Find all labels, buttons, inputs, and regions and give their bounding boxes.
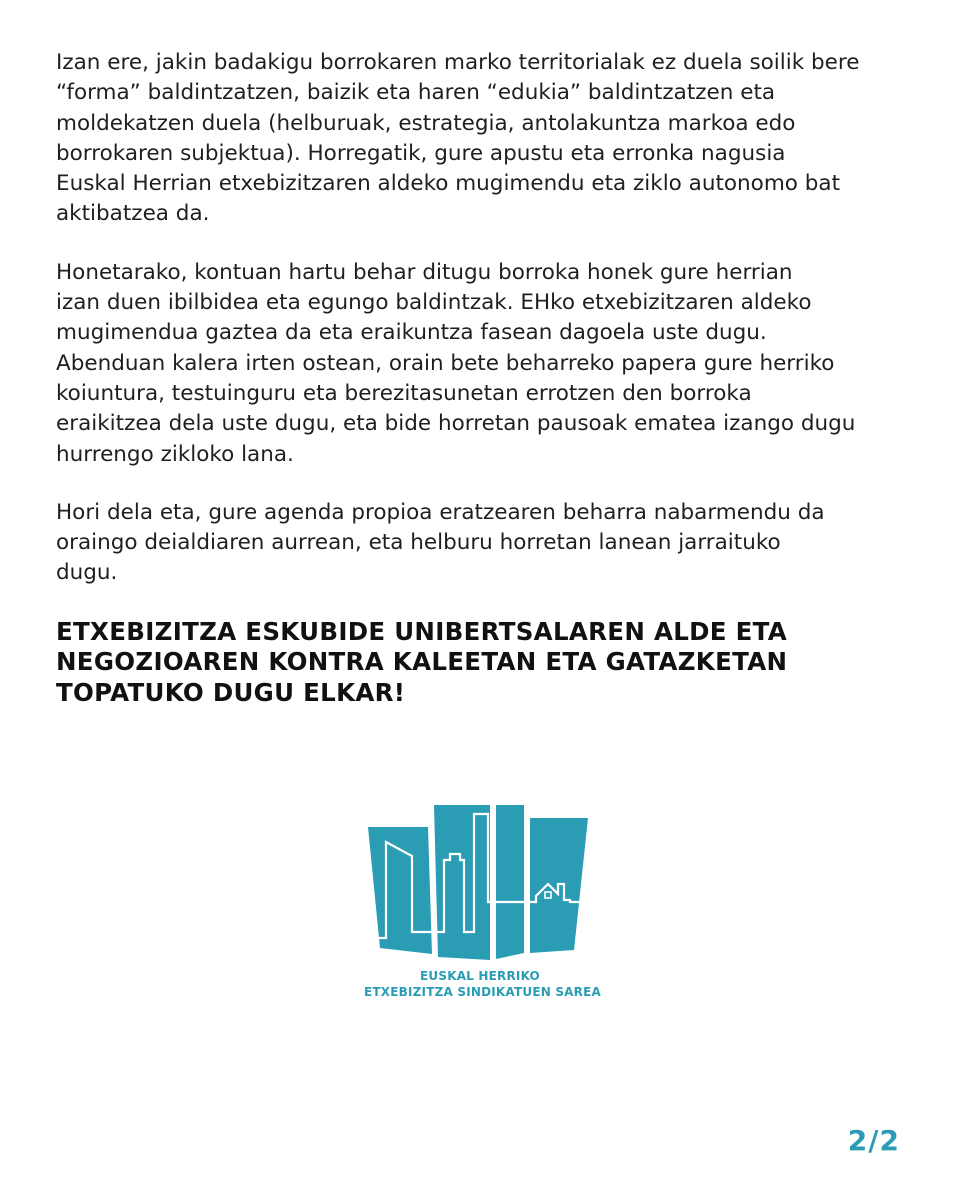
text-line: “forma” baldintzatzen, baizik eta haren “edukia” baldintzatzen eta: [56, 80, 776, 106]
text-line: borrokaren subjektua). Horregatik, gure apustu eta erronka nagusia: [56, 140, 786, 166]
logo-text: [364, 968, 601, 1000]
text-line: mugimendua gaztea da eta eraikuntza fasean dagoela uste dugu.: [56, 320, 767, 346]
text-line: eraikitzea dela uste dugu, eta bide horretan pausoak ematea izango dugu: [56, 411, 856, 437]
text-line: Honetarako, kontuan hartu behar ditugu borroka honek gure herrian: [56, 259, 793, 285]
slogan-line: TOPATUKO DUGU ELKAR!: [56, 677, 406, 707]
paragraph-1: [56, 48, 916, 230]
text-line: koiuntura, testuinguru eta berezitasunetan errotzen den borroka: [56, 380, 752, 406]
slogan-heading: [56, 617, 916, 709]
text-line: izan duen ibilbidea eta egungo baldintzak. EHko etxebizitzaren aldeko: [56, 290, 812, 316]
text-line: hurrengo zikloko lana.: [56, 441, 294, 467]
page-number: 2/2: [847, 1124, 900, 1157]
slogan-line: ETXEBIZITZA ESKUBIDE UNIBERTSALAREN ALDE ETA: [56, 616, 788, 646]
text-line: Izan ere, jakin badakigu borrokaren marko territorialak ez duela soilik bere: [56, 50, 860, 75]
text-line: moldekatzen duela (helburuak, estrategia, antolakuntza markoa edo: [56, 110, 796, 136]
text-line: Hori dela eta, gure agenda propioa eratzearen beharra nabarmendu da: [56, 499, 825, 525]
organization-logo: [364, 800, 601, 1010]
slogan-line: NEGOZIOAREN KONTRA KALEETAN ETA GATAZKETAN: [56, 647, 788, 677]
logo-line-2: ETXEBIZITZA SINDIKATUEN SAREA: [364, 985, 601, 999]
text-line: oraingo deialdiaren aurrean, eta helburu horretan lanean jarraituko: [56, 530, 781, 556]
text-line: Abenduan kalera irten ostean, orain bete beharreko papera gure herriko: [56, 350, 835, 376]
city-buildings-logo-icon: [364, 800, 596, 965]
text-line: aktibatzea da.: [56, 201, 210, 227]
logo-line-1: EUSKAL HERRIKO: [420, 969, 540, 983]
body-text: [56, 48, 916, 708]
text-line: dugu.: [56, 560, 118, 586]
text-line: Euskal Herrian etxebizitzaren aldeko mugimendu eta ziklo autonomo bat: [56, 171, 841, 197]
paragraph-2: [56, 258, 916, 470]
paragraph-3: [56, 498, 916, 589]
